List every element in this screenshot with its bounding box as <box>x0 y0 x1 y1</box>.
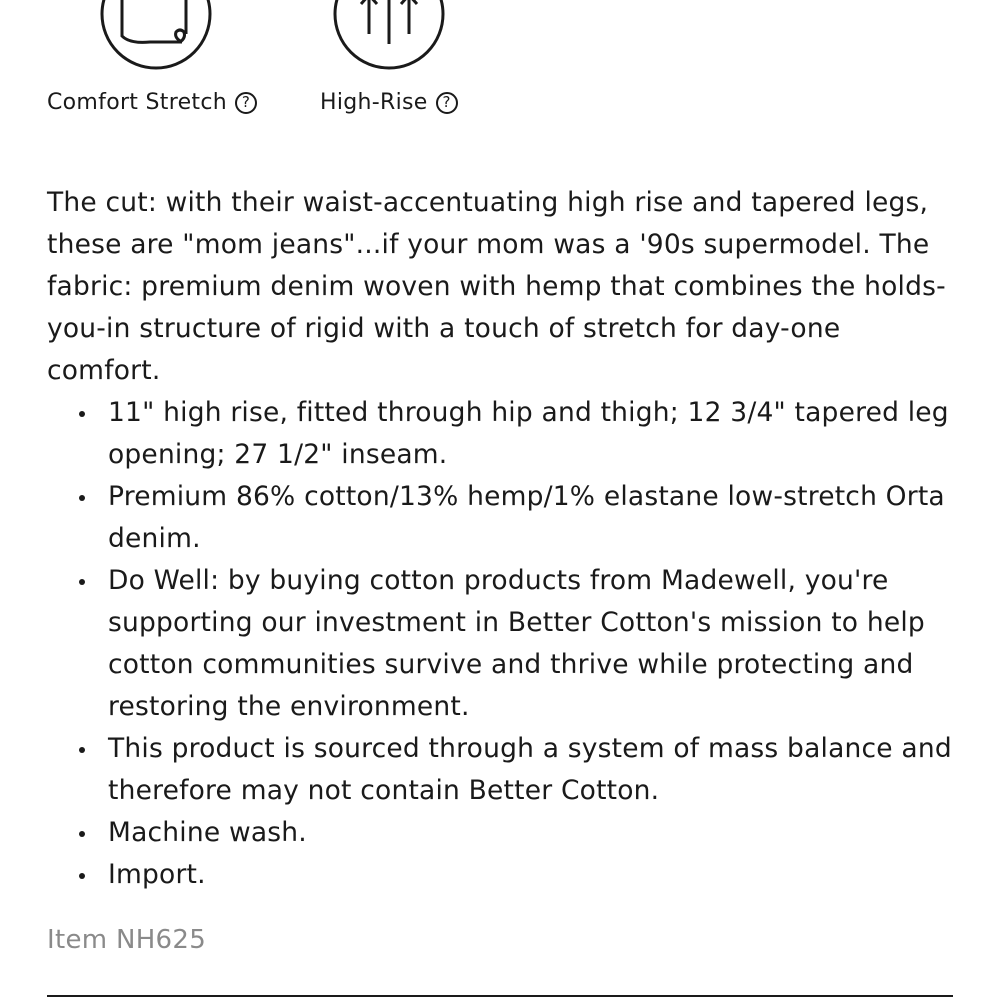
feature-label-text: High-Rise <box>320 90 428 115</box>
bullet-item: Premium 86% cotton/13% hemp/1% elastane low-stretch Orta denim. <box>47 476 957 560</box>
description-bullets <box>47 392 957 896</box>
product-description <box>47 182 957 896</box>
description-intro: The cut: with their waist-accentuating high rise and tapered legs, these are "mom jeans"...if your mom was a '90s supermodel. The fabric: premium denim woven with hemp that combines the holds-you-in structure of rigid with a touch of stretch for day-one comfort. <box>47 187 946 386</box>
item-number: Item NH625 <box>47 925 207 955</box>
help-icon[interactable]: ? <box>235 92 257 114</box>
rise-arrows-icon <box>333 0 445 70</box>
bullet-item: Do Well: by buying cotton products from Madewell, you're supporting our investment in Better Cotton's mission to help cotton communities survive and thrive while protecting and restoring the environment. <box>47 560 957 728</box>
bullet-item: This product is sourced through a system of mass balance and therefore may not contain Better Cotton. <box>47 728 957 812</box>
feature-label-text: Comfort Stretch <box>47 90 227 115</box>
feature-label-high-rise <box>320 90 458 115</box>
product-features <box>0 0 1000 130</box>
help-icon[interactable]: ? <box>436 92 458 114</box>
divider <box>47 995 953 997</box>
bullet-item: Machine wash. <box>47 812 957 854</box>
fabric-roll-icon <box>100 0 212 70</box>
bullet-item: 11" high rise, fitted through hip and thigh; 12 3/4" tapered leg opening; 27 1/2" inseam. <box>47 392 957 476</box>
feature-label-comfort-stretch <box>47 90 257 115</box>
bullet-item: Import. <box>47 854 957 896</box>
